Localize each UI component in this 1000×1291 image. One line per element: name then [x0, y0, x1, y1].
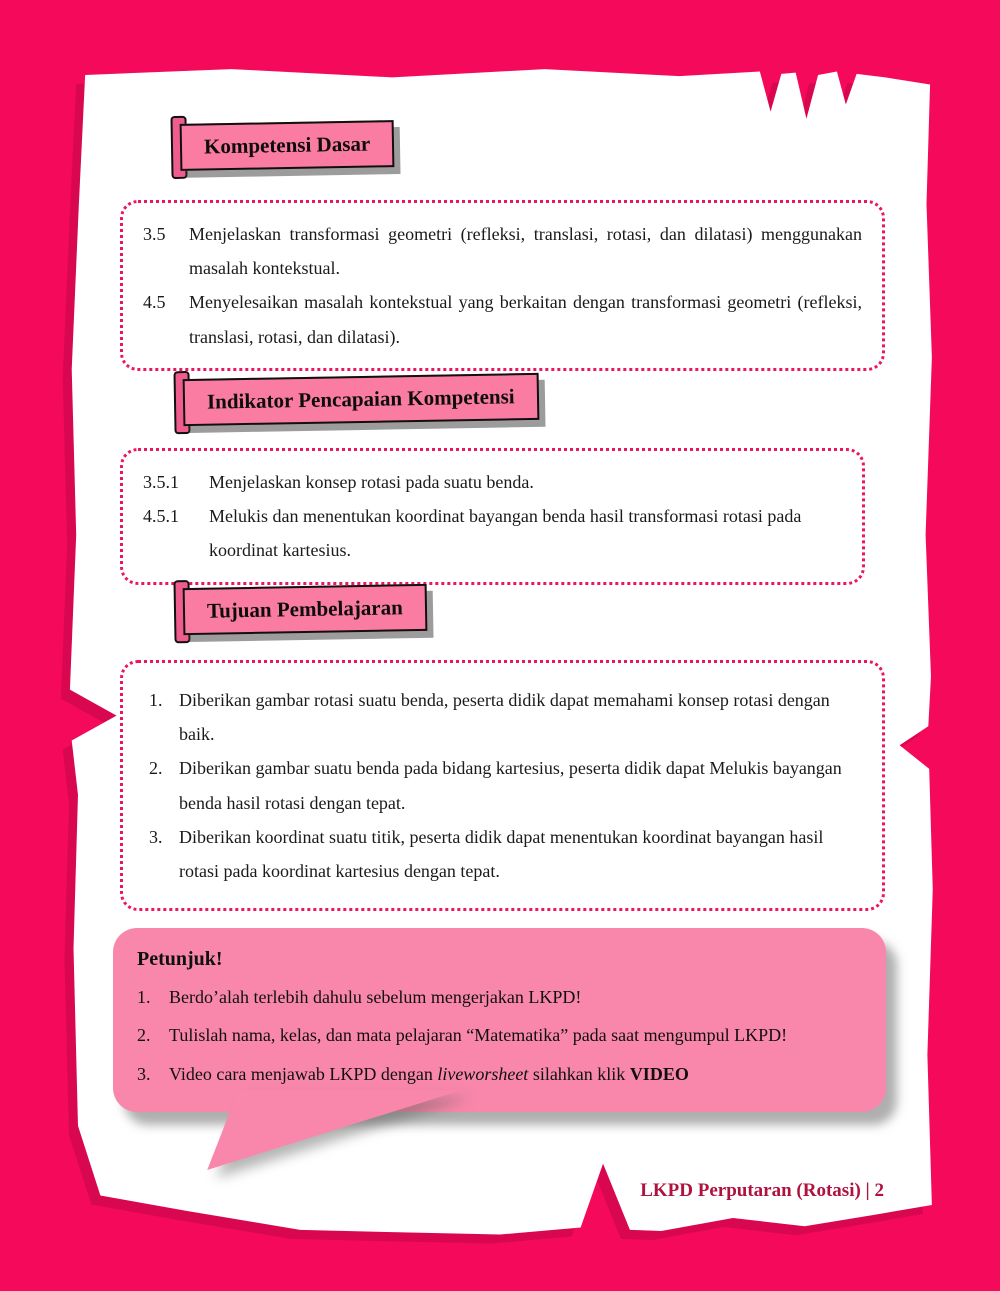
item-text: Menjelaskan konsep rotasi pada suatu benda. — [209, 472, 534, 492]
item-number: 1. — [149, 690, 163, 710]
item-text: Diberikan gambar rotasi suatu benda, peserta didik dapat memahami konsep rotasi dengan baik. — [179, 690, 830, 745]
item-text — [169, 1058, 689, 1090]
petunjuk-item-2 — [137, 1019, 858, 1051]
indikator-box — [120, 448, 865, 585]
banner-tujuan — [183, 584, 428, 635]
item-number: 3. — [137, 1063, 151, 1084]
item-number: 3. — [149, 826, 163, 847]
video-link[interactable]: VIDEO — [629, 1063, 689, 1084]
item-text: Berdo’alah terlebih dahulu sebelum mengerjakan LKPD! — [169, 987, 582, 1007]
banner-tujuan-label: Tujuan Pembelajaran — [183, 584, 428, 635]
item-number: 3.5.1 — [143, 472, 179, 492]
page-footer: LKPD Perputaran (Rotasi) | 2 — [640, 1180, 884, 1201]
petunjuk-item-1 — [137, 981, 858, 1013]
paper-sheet — [52, 62, 948, 1244]
bubble-tail — [202, 1090, 462, 1170]
video-instruction-prefix: Video cara menjawab LKPD dengan — [169, 1063, 438, 1084]
ipk-item-2 — [143, 499, 838, 567]
item-number: 4.5.1 — [143, 506, 179, 527]
tujuan-item-1 — [149, 683, 856, 751]
item-number: 2. — [137, 1025, 151, 1046]
item-text: Menyelesaikan masalah kontekstual yang berkaitan dengan transformasi geometri (refleksi, translasi, rotasi, dan dilatasi). — [189, 292, 862, 347]
ipk-item-1 — [143, 465, 838, 499]
tujuan-item-3 — [149, 820, 856, 888]
item-number: 3.5 — [143, 224, 166, 244]
kd-item-2 — [143, 285, 862, 353]
banner-kompetensi-dasar-label: Kompetensi Dasar — [180, 120, 395, 171]
petunjuk-bubble — [113, 928, 886, 1112]
petunjuk-title: Petunjuk! — [137, 948, 223, 970]
item-number: 2. — [149, 758, 163, 779]
item-number: 4.5 — [143, 292, 166, 313]
banner-kompetensi-dasar — [180, 120, 395, 171]
video-instruction-middle: silahkan klik — [528, 1063, 630, 1084]
banner-indikator — [183, 373, 539, 426]
bubble-tail-shape — [202, 1090, 462, 1170]
item-text: Diberikan gambar suatu benda pada bidang kartesius, peserta didik dapat Melukis bayangan benda hasil rotasi dengan tepat. — [179, 758, 842, 813]
banner-indikator-label: Indikator Pencapaian Kompetensi — [183, 373, 539, 426]
item-text: Menjelaskan transformasi geometri (refleksi, translasi, rotasi, dan dilatasi) menggunakan masalah kontekstual. — [189, 224, 862, 279]
liveworksheet-word: liveworsheet — [437, 1063, 529, 1084]
petunjuk-item-3 — [137, 1058, 858, 1090]
item-text: Melukis dan menentukan koordinat bayangan benda hasil transformasi rotasi pada koordinat kartesius. — [209, 506, 802, 561]
item-text: Tulislah nama, kelas, dan mata pelajaran “Matematika” pada saat mengumpul LKPD! — [169, 1025, 788, 1046]
item-number: 1. — [137, 987, 151, 1007]
item-text: Diberikan koordinat suatu titik, peserta didik dapat menentukan koordinat bayangan hasil rotasi pada koordinat kartesius dengan tepat. — [179, 826, 824, 881]
kd-item-1 — [143, 217, 862, 285]
tujuan-box — [120, 660, 885, 911]
tujuan-item-2 — [149, 751, 856, 819]
kompetensi-dasar-box — [120, 200, 885, 371]
